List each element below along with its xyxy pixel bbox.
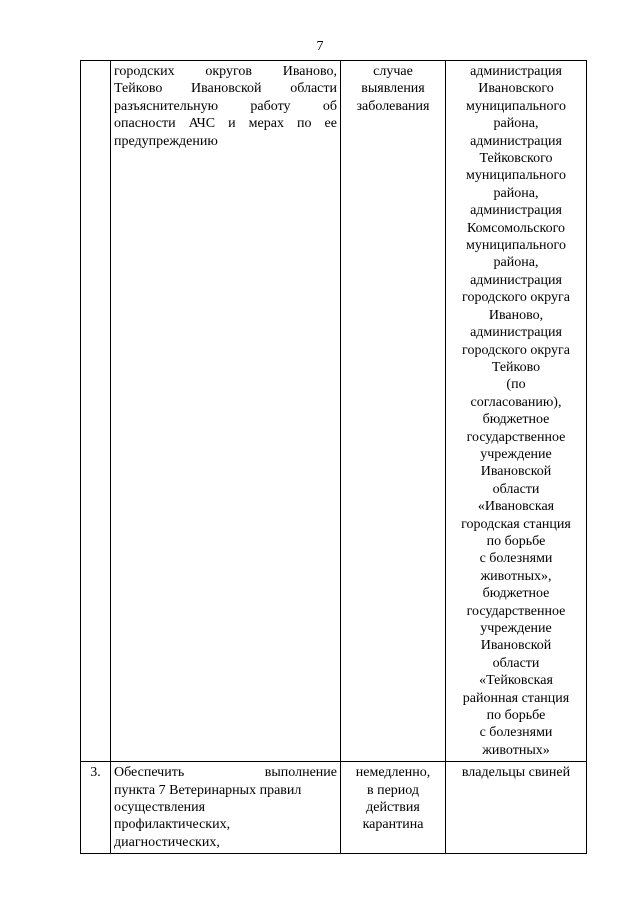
responsible-line: области	[492, 481, 540, 497]
responsible-line: муниципального	[466, 238, 566, 254]
responsible-line: района,	[493, 116, 539, 132]
task-cell	[111, 61, 341, 762]
page-number: 7	[316, 39, 324, 54]
responsible-line: Тейково	[491, 359, 541, 375]
term-line: выявления	[361, 81, 425, 97]
responsible-line: администрация	[470, 272, 562, 288]
responsible-line: животных»	[482, 742, 550, 758]
row-number-cell	[81, 61, 111, 762]
task-cell	[111, 762, 341, 854]
responsible-line: района,	[493, 255, 539, 271]
responsible-line: учреждение	[480, 446, 552, 462]
measures-table	[80, 60, 587, 854]
responsible-line: согласованию),	[470, 394, 562, 410]
row-number-cell: 3.	[81, 762, 111, 854]
responsible-line: городская станция	[461, 516, 571, 532]
responsible-line: районная станция	[462, 690, 570, 706]
term-line: заболевания	[356, 98, 430, 114]
responsible-line: Ивановской	[480, 464, 552, 480]
task-line: профилактических,	[114, 817, 231, 833]
responsible-line: с болезнями	[479, 725, 553, 741]
task-line: городских округов Иваново,	[114, 64, 337, 79]
responsible-line: администрация	[470, 133, 562, 149]
responsible-line: городского округа	[462, 342, 570, 358]
responsible-line: по борьбе	[486, 533, 546, 549]
responsible-line: Ивановского	[478, 81, 554, 97]
responsible-line: с болезнями	[479, 551, 553, 567]
task-line: предупреждению	[114, 133, 218, 149]
term-line: действия	[366, 800, 420, 816]
task-line: Тейково Ивановской области	[114, 81, 337, 97]
task-line: опасности АЧС и мерах по ее	[114, 116, 337, 132]
responsible-cell	[446, 762, 587, 854]
task-line: осуществления	[114, 800, 206, 816]
term-cell	[341, 762, 446, 854]
responsible-line: по борьбе	[486, 708, 546, 724]
responsible-line: животных»,	[480, 568, 552, 584]
responsible-line: Комсомольского	[467, 220, 565, 236]
responsible-line: учреждение	[480, 621, 552, 636]
responsible-cell	[446, 61, 587, 762]
responsible-line: бюджетное	[482, 412, 550, 428]
task-line: пункта 7 Ветеринарных правил	[114, 782, 302, 798]
responsible-line: владельцы свиней	[461, 765, 571, 781]
responsible-line: государственное	[466, 603, 566, 619]
term-line: карантина	[362, 817, 424, 833]
term-line: в период	[366, 782, 420, 798]
table-row	[81, 61, 587, 762]
responsible-line: администрация	[470, 325, 562, 341]
responsible-line: муниципального	[466, 168, 566, 184]
responsible-line: области	[492, 655, 540, 671]
responsible-line: «Ивановская	[477, 499, 555, 515]
responsible-line: городского округа	[462, 290, 570, 306]
table-row	[81, 762, 587, 854]
term-line: случае	[373, 64, 413, 79]
term-line: немедленно,	[355, 765, 431, 781]
responsible-line: бюджетное	[482, 586, 550, 602]
responsible-line: муниципального	[466, 98, 566, 114]
task-line: диагностических,	[114, 834, 220, 850]
responsible-line: «Тейковская	[479, 673, 553, 689]
term-cell	[341, 61, 446, 762]
responsible-line: администрация	[470, 64, 562, 79]
task-line: Обеспечить выполнение	[114, 765, 337, 781]
responsible-line: (по	[506, 377, 526, 393]
task-line: разъяснительную работу об	[114, 98, 337, 114]
responsible-line: администрация	[470, 203, 562, 219]
responsible-line: государственное	[466, 429, 566, 445]
responsible-line: Иваново,	[488, 307, 544, 323]
responsible-line: района,	[493, 185, 539, 201]
responsible-line: Тейковского	[479, 151, 553, 167]
responsible-line: Ивановской	[480, 638, 552, 654]
